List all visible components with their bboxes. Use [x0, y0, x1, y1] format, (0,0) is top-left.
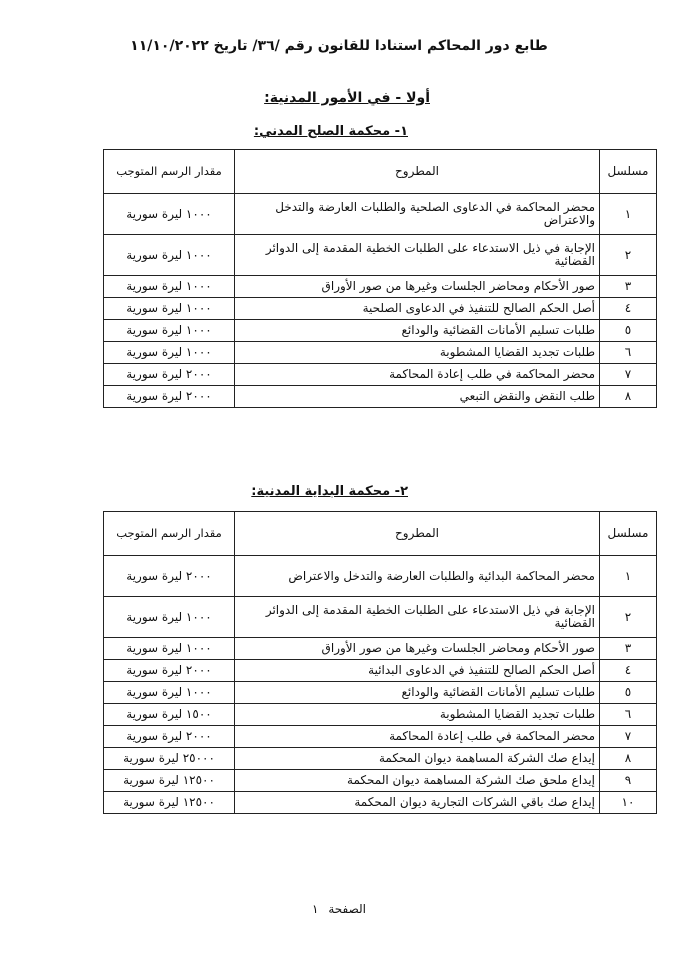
row-serial: ٣	[600, 276, 657, 298]
page-footer	[0, 902, 678, 916]
table1-heading: ١- محكمة الصلح المدني:	[253, 124, 408, 139]
row-fee: ١٠٠٠ ليرة سورية	[104, 597, 235, 638]
table-header-row	[104, 150, 657, 194]
row-fee: ٢٥٠٠٠ ليرة سورية	[104, 748, 235, 770]
row-fee: ١٠٠٠ ليرة سورية	[104, 276, 235, 298]
row-fee: ١٠٠٠ ليرة سورية	[104, 682, 235, 704]
row-fee: ١٠٠٠ ليرة سورية	[104, 342, 235, 364]
row-subject: الإجابة في ذيل الاستدعاء على الطلبات الخطية المقدمة إلى الدوائر القضائية	[235, 597, 600, 638]
row-fee: ٢٠٠٠ ليرة سورية	[104, 364, 235, 386]
row-subject: محضر المحاكمة في الدعاوى الصلحية والطلبات العارضة والتدخل والاعتراض	[235, 194, 600, 235]
table-row	[104, 748, 657, 770]
table-row	[104, 597, 657, 638]
table2-heading: ٢- محكمة البداية المدنية:	[251, 484, 408, 499]
row-subject: الإجابة في ذيل الاستدعاء على الطلبات الخطية المقدمة إلى الدوائر القضائية	[235, 235, 600, 276]
table-row	[104, 320, 657, 342]
row-fee: ١٠٠٠ ليرة سورية	[104, 235, 235, 276]
header-subject: المطروح	[235, 512, 600, 556]
row-fee: ٢٠٠٠ ليرة سورية	[104, 386, 235, 408]
row-fee: ١٠٠٠ ليرة سورية	[104, 320, 235, 342]
row-fee: ٢٠٠٠ ليرة سورية	[104, 726, 235, 748]
row-serial: ٨	[600, 748, 657, 770]
row-fee: ١٢٥٠٠ ليرة سورية	[104, 770, 235, 792]
row-serial: ٦	[600, 704, 657, 726]
row-subject: إيداع صك باقي الشركات التجارية ديوان المحكمة	[235, 792, 600, 814]
row-subject: طلبات تجديد القضايا المشطوبة	[235, 342, 600, 364]
row-serial: ٥	[600, 682, 657, 704]
row-fee: ٢٠٠٠ ليرة سورية	[104, 556, 235, 597]
table-row	[104, 276, 657, 298]
table-row	[104, 726, 657, 748]
row-serial: ٨	[600, 386, 657, 408]
row-serial: ٤	[600, 660, 657, 682]
header-fee: مقدار الرسم المتوجب	[104, 512, 235, 556]
table-row	[104, 235, 657, 276]
row-subject: أصل الحكم الصالح للتنفيذ في الدعاوى الصلحية	[235, 298, 600, 320]
row-subject: طلبات تجديد القضايا المشطوبة	[235, 704, 600, 726]
table1-body	[104, 194, 657, 408]
row-subject: إيداع ملحق صك الشركة المساهمة ديوان المحكمة	[235, 770, 600, 792]
row-subject: صور الأحكام ومحاضر الجلسات وغيرها من صور الأوراق	[235, 638, 600, 660]
row-subject: محضر المحاكمة في طلب إعادة المحاكمة	[235, 364, 600, 386]
row-fee: ٢٠٠٠ ليرة سورية	[104, 660, 235, 682]
row-subject: طلبات تسليم الأمانات القضائية والودائع	[235, 320, 600, 342]
row-subject: صور الأحكام ومحاضر الجلسات وغيرها من صور الأوراق	[235, 276, 600, 298]
header-serial: مسلسل	[600, 512, 657, 556]
row-serial: ١٠	[600, 792, 657, 814]
row-fee: ١٠٠٠ ليرة سورية	[104, 298, 235, 320]
row-subject: طلب النقض والنقض التبعي	[235, 386, 600, 408]
row-fee: ١٠٠٠ ليرة سورية	[104, 194, 235, 235]
row-serial: ٢	[600, 597, 657, 638]
civil-magistrate-fees-table	[103, 149, 657, 408]
table-row	[104, 364, 657, 386]
civil-first-instance-fees-table	[103, 511, 657, 814]
row-fee: ١٠٠٠ ليرة سورية	[104, 638, 235, 660]
header-fee: مقدار الرسم المتوجب	[104, 150, 235, 194]
row-serial: ٦	[600, 342, 657, 364]
row-subject: أصل الحكم الصالح للتنفيذ في الدعاوى البدائية	[235, 660, 600, 682]
page-number: ١	[312, 902, 319, 916]
row-serial: ٢	[600, 235, 657, 276]
document-title: طابع دور المحاكم استنادا للقانون رقم /٣٦/ تاريخ ١١/١٠/٢٠٢٢	[130, 38, 548, 54]
table-header-row	[104, 512, 657, 556]
row-serial: ٧	[600, 364, 657, 386]
table-row	[104, 682, 657, 704]
table-row	[104, 660, 657, 682]
table-row	[104, 638, 657, 660]
header-serial: مسلسل	[600, 150, 657, 194]
table-row	[104, 770, 657, 792]
table2-body	[104, 556, 657, 814]
row-serial: ٥	[600, 320, 657, 342]
row-subject: محضر المحاكمة في طلب إعادة المحاكمة	[235, 726, 600, 748]
table-row	[104, 194, 657, 235]
row-subject: إيداع صك الشركة المساهمة ديوان المحكمة	[235, 748, 600, 770]
header-subject: المطروح	[235, 150, 600, 194]
row-subject: محضر المحاكمة البدائية والطلبات العارضة والتدخل والاعتراض	[235, 556, 600, 597]
table-row	[104, 556, 657, 597]
table-row	[104, 704, 657, 726]
row-subject: طلبات تسليم الأمانات القضائية والودائع	[235, 682, 600, 704]
table-row	[104, 298, 657, 320]
row-fee: ١٥٠٠ ليرة سورية	[104, 704, 235, 726]
table-row	[104, 792, 657, 814]
row-serial: ٣	[600, 638, 657, 660]
row-serial: ٧	[600, 726, 657, 748]
table-row	[104, 386, 657, 408]
section-title: أولا - في الأمور المدنية:	[264, 90, 430, 106]
page-label: الصفحة	[328, 902, 366, 916]
row-serial: ٩	[600, 770, 657, 792]
row-serial: ١	[600, 556, 657, 597]
row-fee: ١٢٥٠٠ ليرة سورية	[104, 792, 235, 814]
table-row	[104, 342, 657, 364]
row-serial: ٤	[600, 298, 657, 320]
row-serial: ١	[600, 194, 657, 235]
